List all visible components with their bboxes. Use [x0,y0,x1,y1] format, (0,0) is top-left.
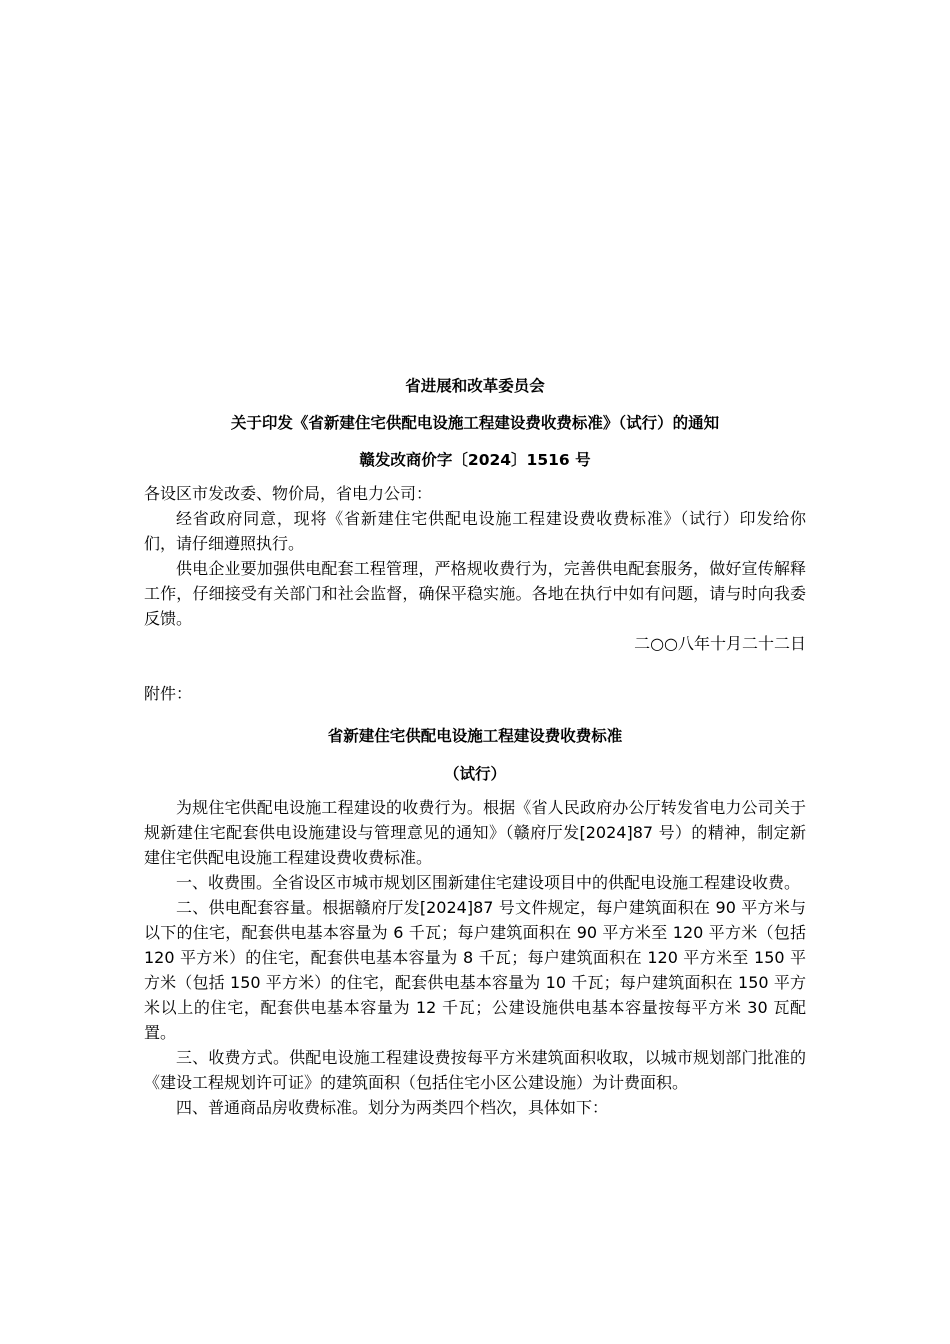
issue-date: 二○○八年十月二十二日 [634,634,806,653]
attachment-paragraph: 为规住宅供配电设施工程建设的收费行为。根据《省人民政府办公厅转发省电力公司关于规新建住宅配套供电设施建设与管理意见的通知》（赣府厅发[2024]87 号）的精神，制定新建住宅供配电设施工程建设费收费标准。 [144,798,806,867]
document-number: 赣发改商价字〔2024〕1516 号 [359,451,591,469]
document-body [144,376,806,1120]
notice-title: 关于印发《省新建住宅供配电设施工程建设费收费标准》（试行）的通知 [230,414,720,432]
attachment-paragraph: 四、普通商品房收费标准。划分为两类四个档次，具体如下： [176,1098,609,1117]
attachment-paragraph: 二、供电配套容量。根据赣府厅发[2024]87 号文件规定，每户建筑面积在 90 平方米与以下的住宅，配套供电基本容量为 6 千瓦；每户建筑面积在 90 平方米至 120 平方米（包括 120 平方米）的住宅，配套供电基本容量为 8 千瓦；每户建筑面积在 120 平方米至 150 平方米（包括 150 平方米）的住宅，配套供电基本容量为 10 千瓦；每户建筑面积在 150 平方米以上的住宅，配套供电基本容量为 12 千瓦；公建设施供电基本容量按每平方米 30 瓦配置。 [144,898,806,1042]
attachment-subtitle: （试行） [443,765,506,783]
salutation: 各设区市发改委、物价局，省电力公司： [144,484,433,503]
attachment-paragraph: 三、收费方式。供配电设施工程建设费按每平方米建筑面积收取，以城市规划部门批准的《建设工程规划许可证》的建筑面积（包括住宅小区公建设施）为计费面积。 [144,1048,806,1092]
attachment-label: 附件： [144,684,193,703]
attachment-paragraph: 一、收费围。全省设区市城市规划区围新建住宅建设项目中的供配电设施工程建设收费。 [176,873,801,892]
issuing-organization: 省进展和改革委员会 [405,377,545,395]
notice-paragraph: 经省政府同意，现将《省新建住宅供配电设施工程建设费收费标准》（试行）印发给你们，请仔细遵照执行。 [144,509,806,553]
notice-paragraph: 供电企业要加强供电配套工程管理，严格规收费行为，完善供电配套服务，做好宣传解释工作，仔细接受有关部门和社会监督，确保平稳实施。各地在执行中如有问题，请与时向我委反馈。 [144,559,806,628]
attachment-title: 省新建住宅供配电设施工程建设费收费标准 [327,727,623,745]
